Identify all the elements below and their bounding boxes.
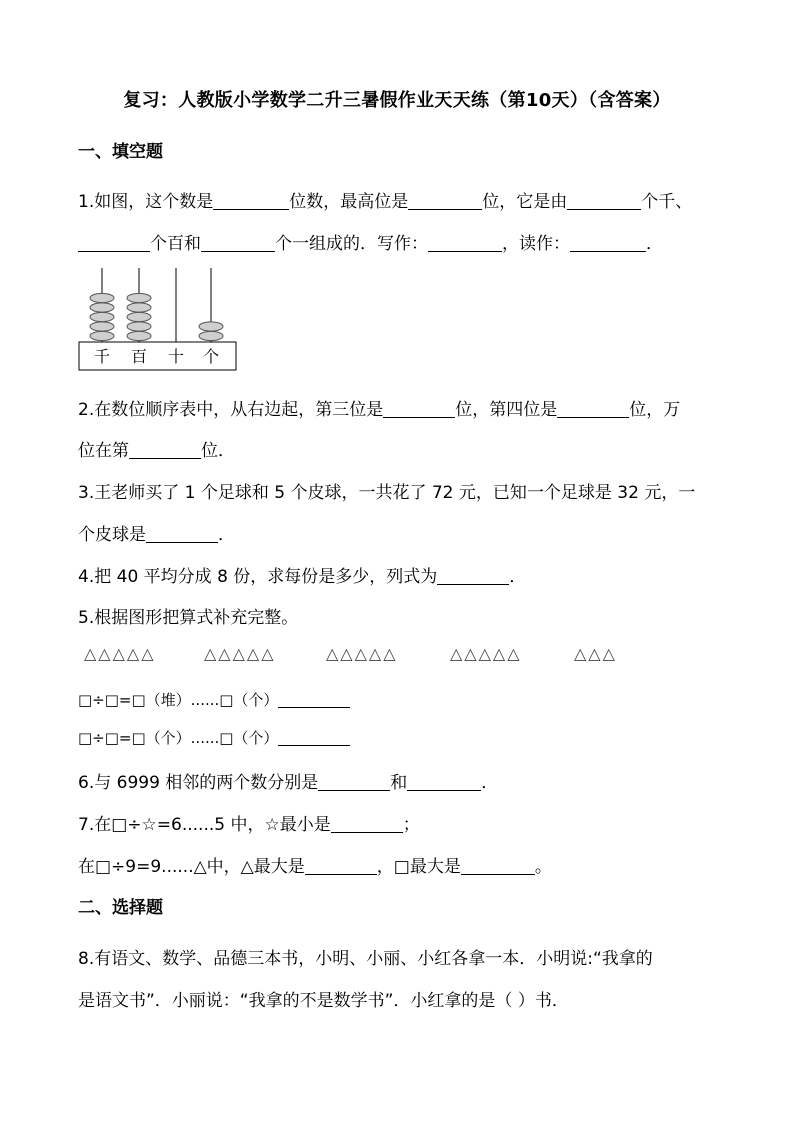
question-1-line-2	[78, 229, 663, 254]
abacus-bead	[90, 322, 114, 331]
answer-blank[interactable]	[570, 234, 646, 252]
answer-blank[interactable]	[278, 730, 350, 746]
question-1-line-1	[78, 187, 692, 212]
triangle-group-icon: △△△△△	[450, 644, 522, 663]
question-text: ；	[402, 815, 420, 835]
abacus-bead	[127, 303, 151, 312]
question-text: 位，第四位是	[455, 400, 558, 420]
abacus-bead	[90, 331, 114, 340]
answer-blank[interactable]	[129, 441, 201, 459]
question-text: 个千、	[641, 192, 693, 212]
triangle-group-icon: △△△	[574, 644, 617, 663]
question-text: ．	[509, 567, 527, 587]
question-text: ，读作：	[502, 234, 570, 254]
place-label-hundreds: 百	[130, 347, 148, 366]
answer-blank[interactable]	[428, 234, 502, 252]
question-text: 位．	[201, 441, 235, 461]
place-label-tens: 十	[167, 347, 185, 366]
abacus-bead	[127, 293, 151, 302]
answer-blank[interactable]	[383, 400, 455, 418]
question-text: ．	[481, 773, 499, 793]
question-text: 位，它是由	[482, 192, 568, 212]
question-text: 个百和	[150, 234, 201, 254]
abacus-bead	[199, 331, 223, 340]
answer-blank[interactable]	[278, 692, 350, 708]
page-title: 复习：人教版小学数学二升三暑假作业天天练（第10天）（含答案）	[123, 90, 671, 111]
question-7-line-1	[78, 810, 420, 835]
abacus-bead	[90, 303, 114, 312]
question-2-line-2	[78, 436, 235, 461]
question-text: 位，万	[629, 400, 681, 420]
answer-blank[interactable]	[146, 525, 218, 543]
question-6-line	[78, 768, 498, 793]
question-text: 位在第	[78, 441, 129, 461]
equation-text: □÷□=□（个）......□（个）	[78, 729, 279, 747]
question-8-line-2: 是语文书”．小丽说：“我拿的不是数学书”．小红拿的是（ ）书．	[78, 991, 569, 1011]
question-5-line: 5.根据图形把算式补充完整。	[78, 608, 299, 628]
question-text: ，□最大是	[376, 857, 461, 877]
place-label-ones: 个	[202, 347, 220, 366]
question-text: 2.在数位顺序表中，从右边起，第三位是	[78, 400, 384, 420]
question-5-equation-2	[78, 727, 350, 748]
answer-blank[interactable]	[213, 192, 289, 210]
question-5-equation-1	[78, 689, 350, 710]
abacus-bead	[127, 331, 151, 340]
triangle-group-icon: △△△△△	[326, 644, 398, 663]
abacus-bead	[90, 293, 114, 302]
question-text: 和	[390, 773, 408, 793]
question-text: 1.如图，这个数是	[78, 192, 214, 212]
answer-blank[interactable]	[557, 400, 629, 418]
abacus-bead	[199, 322, 223, 331]
abacus-bead	[127, 312, 151, 321]
abacus-bead	[90, 312, 114, 321]
triangle-group-icon: △△△△△	[204, 644, 276, 663]
answer-blank[interactable]	[408, 192, 482, 210]
answer-blank[interactable]	[407, 773, 481, 791]
section-heading-multiple-choice: 二、选择题	[78, 898, 163, 918]
answer-blank[interactable]	[201, 234, 275, 252]
question-text: 个一组成的．写作：	[275, 234, 428, 254]
question-text: ．	[646, 234, 663, 254]
question-text: 4.把 40 平均分成 8 份，求每份是多少，列式为	[78, 567, 438, 587]
equation-text: □÷□=□（堆）......□（个）	[78, 691, 279, 709]
question-text: 7.在□÷☆=6......5 中，☆最小是	[78, 815, 331, 835]
triangle-group-icon: △△△△△	[84, 644, 156, 663]
abacus-bead	[127, 322, 151, 331]
question-text: 个皮球是	[78, 525, 146, 545]
answer-blank[interactable]	[461, 857, 535, 875]
question-8-line-1: 8.有语文、数学、品德三本书，小明、小丽、小红各拿一本．小明说:“我拿的	[78, 949, 653, 969]
answer-blank[interactable]	[305, 857, 377, 875]
question-text: 在□÷9=9......△中，△最大是	[78, 857, 305, 877]
question-text: ．	[218, 525, 235, 545]
section-heading-fill-blank: 一、填空题	[78, 142, 163, 162]
answer-blank[interactable]	[567, 192, 641, 210]
answer-blank[interactable]	[331, 815, 403, 833]
question-3-line-2	[78, 520, 235, 545]
answer-blank[interactable]	[78, 234, 150, 252]
question-4-line	[78, 562, 526, 587]
question-text: 位数，最高位是	[289, 192, 409, 212]
question-2-line-1	[78, 395, 680, 420]
question-3-line-1: 3.王老师买了 1 个足球和 5 个皮球，一共花了 72 元，已知一个足球是 32 元，一	[78, 483, 696, 503]
triangle-groups	[84, 644, 644, 668]
abacus-figure	[78, 266, 238, 372]
question-7-line-2	[78, 852, 552, 877]
question-text: 6.与 6999 相邻的两个数分别是	[78, 773, 319, 793]
answer-blank[interactable]	[318, 773, 390, 791]
question-text: 。	[534, 857, 552, 877]
answer-blank[interactable]	[437, 567, 509, 585]
place-label-thousands: 千	[93, 347, 111, 366]
